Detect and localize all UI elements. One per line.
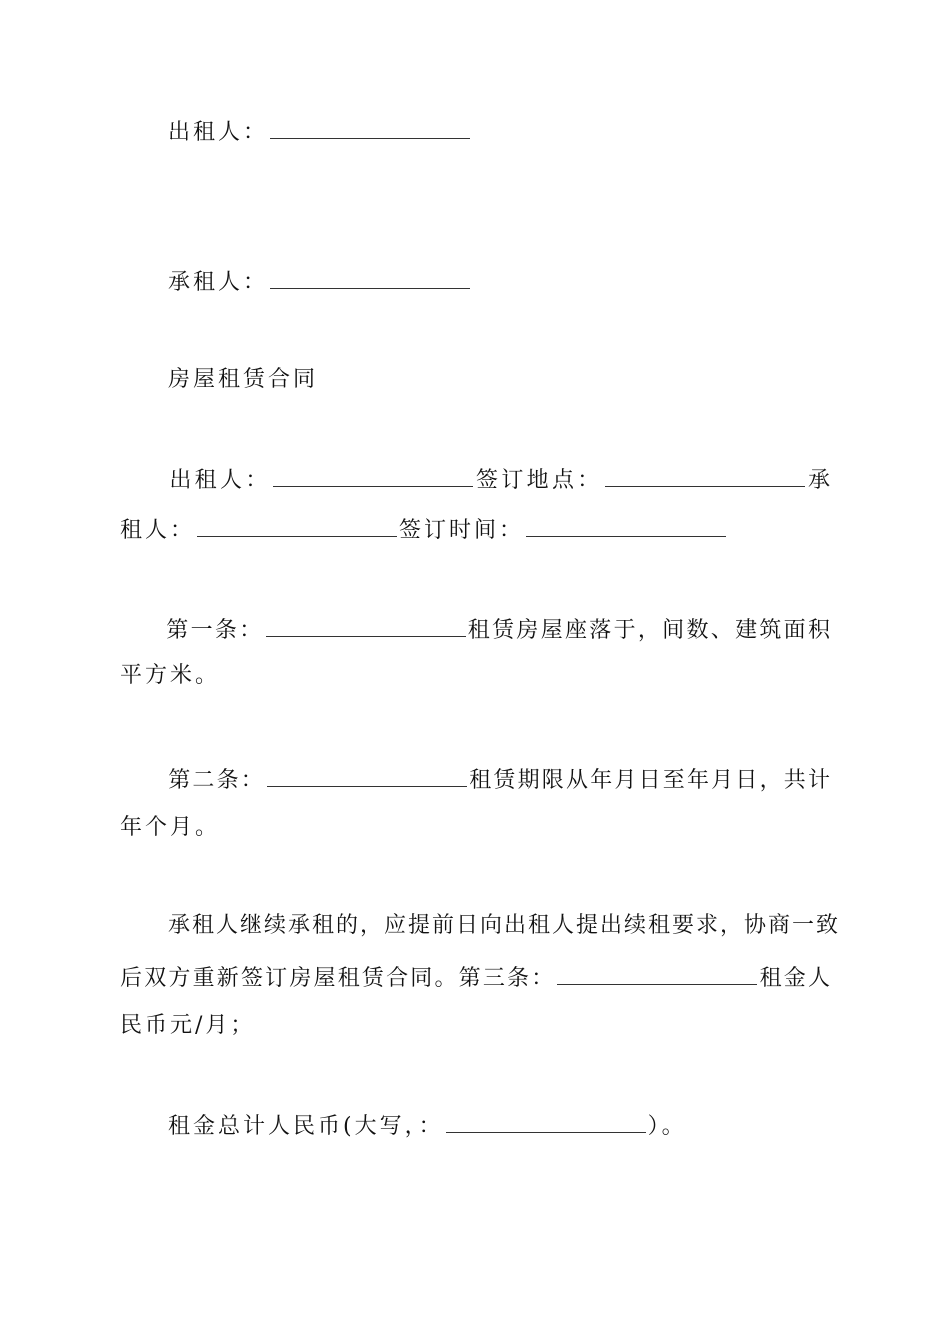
renewal-line-3: 民币元/月； xyxy=(120,1013,256,1038)
header-lessor-label: 出租人： xyxy=(168,468,271,493)
article-3-blank[interactable] xyxy=(557,964,757,985)
header-lessee-start: 承 xyxy=(806,468,832,493)
article-2-text: 租赁期限从年月日至年月日，共计 xyxy=(469,768,832,793)
total-rent-blank[interactable] xyxy=(446,1112,646,1133)
signature-lessor-line xyxy=(168,118,880,145)
signature-lessee-label: 承租人： xyxy=(168,270,269,295)
article-1-line-1 xyxy=(120,616,832,643)
header-lessee-blank[interactable] xyxy=(197,516,397,537)
total-rent-end: ）。 xyxy=(647,1114,687,1139)
article-1-blank[interactable] xyxy=(266,616,466,637)
contract-title: 房屋租赁合同 xyxy=(168,367,319,392)
signature-lessee-blank[interactable] xyxy=(270,268,470,289)
article-1-text: 租赁房屋座落于，间数、建筑面积 xyxy=(467,618,832,643)
header-lessor-blank[interactable] xyxy=(273,466,473,487)
header-sign-time-label: 签订时间： xyxy=(399,518,525,543)
header-sign-time-blank[interactable] xyxy=(526,516,726,537)
signature-lessee-line xyxy=(168,268,880,295)
signature-lessor-label: 出租人： xyxy=(168,120,269,145)
signature-lessor-blank[interactable] xyxy=(270,118,470,139)
renewal-line-2-end: 租金人 xyxy=(759,966,832,991)
renewal-line-1: 承租人继续承租的，应提前日向出租人提出续租要求，协商一致 xyxy=(168,913,841,938)
article-2-blank[interactable] xyxy=(267,766,467,787)
header-lessee-label: 租人： xyxy=(120,518,196,543)
header-line-2 xyxy=(120,516,832,543)
total-rent-line xyxy=(168,1112,880,1139)
article-2-line-1 xyxy=(120,766,832,793)
total-rent-text: 租金总计人民币(大写，： xyxy=(168,1114,444,1139)
renewal-line-2-text: 后双方重新签订房屋租赁合同。第三条： xyxy=(120,966,556,991)
article-1-label: 第一条： xyxy=(166,618,264,643)
header-sign-place-label: 签订地点： xyxy=(474,468,603,493)
article-2-label: 第二条： xyxy=(168,768,265,793)
header-sign-place-blank[interactable] xyxy=(605,466,805,487)
renewal-line-2 xyxy=(120,964,832,991)
article-2-line-2: 年个月。 xyxy=(120,815,221,840)
header-line-1 xyxy=(120,466,832,493)
article-1-line-2: 平方米。 xyxy=(120,663,221,688)
